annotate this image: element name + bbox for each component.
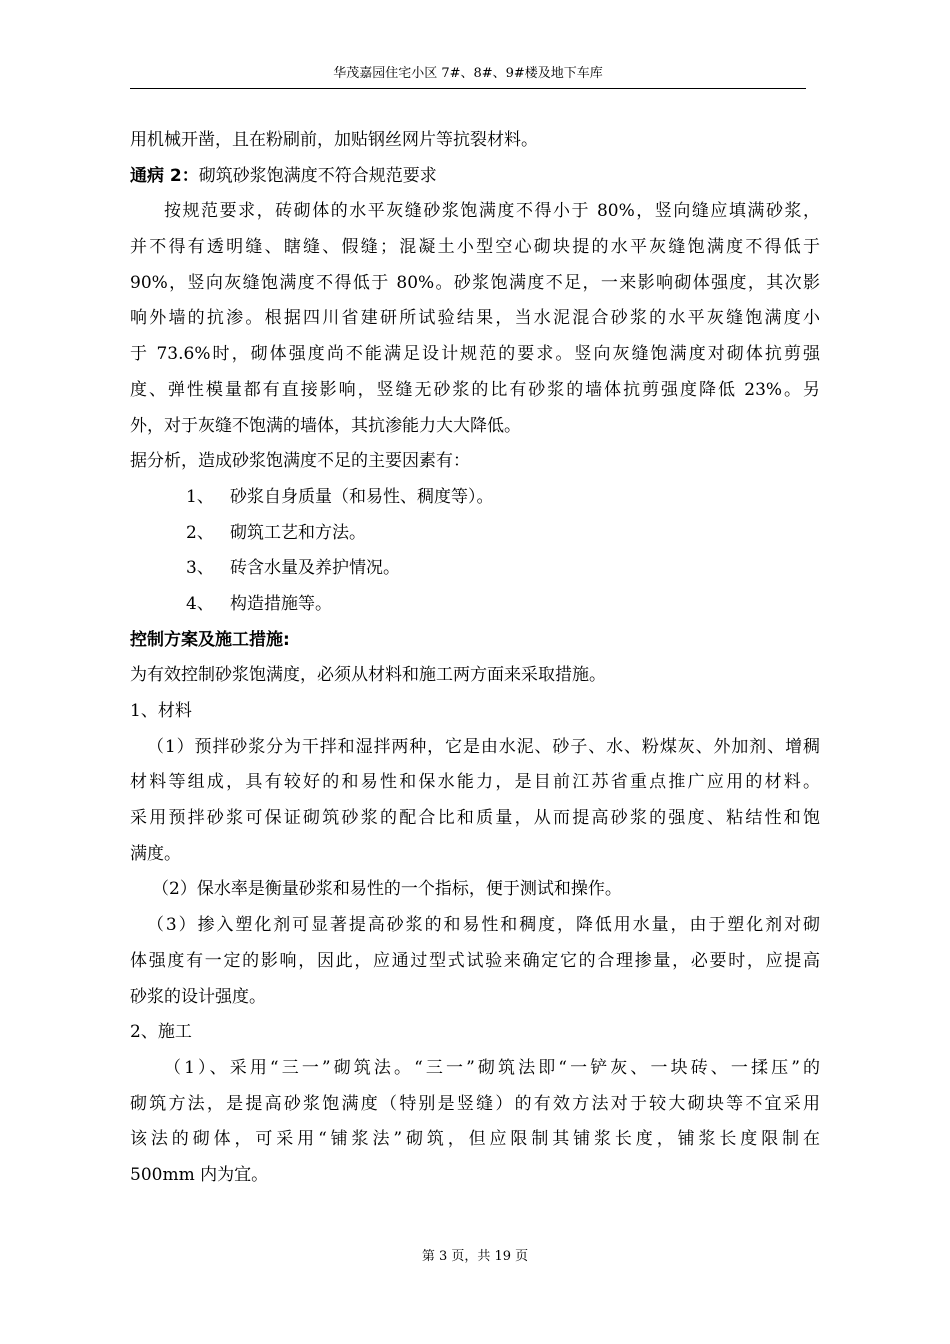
list-text: 砖含水量及养护情况。	[230, 558, 400, 579]
list-text: 砌筑工艺和方法。	[230, 522, 366, 543]
paragraph-line: 砂浆的设计强度。	[130, 986, 266, 1007]
paragraph-line: 并不得有透明缝、瞎缝、假缝；混凝土小型空心砌块提的水平灰缝饱满度不得低于	[130, 237, 820, 258]
paragraph-line: 外，对于灰缝不饱满的墙体，其抗渗能力大大降低。	[130, 415, 521, 436]
document-body	[130, 123, 820, 1194]
materials-heading: 1、材料	[130, 701, 192, 721]
construction-heading: 2、施工	[130, 1022, 192, 1043]
page-footer: 第 3 页，共 19 页	[421, 1249, 529, 1264]
materials-paragraph-1	[130, 730, 820, 873]
analysis-intro: 据分析，造成砂浆饱满度不足的主要因素有：	[130, 451, 470, 472]
paragraph-line: 该法的砌体，可采用“铺浆法”砌筑，但应限制其铺浆长度，铺浆长度限制在	[130, 1129, 820, 1150]
paragraph-line: 按规范要求，砖砌体的水平灰缝砂浆饱满度不得小于 80%，竖向缝应填满砂浆，	[164, 201, 820, 222]
list-item	[130, 480, 820, 516]
paragraph-line: （1）预拌砂浆分为干拌和湿拌两种，它是由水泥、砂子、水、粉煤灰、外加剂、增稠	[147, 736, 820, 757]
paragraph-line: 度、弹性模量都有直接影响，竖缝无砂浆的比有砂浆的墙体抗剪强度降低 23%。另	[130, 379, 820, 400]
list-item	[130, 516, 820, 552]
paragraph-line: 砌筑方法，是提高砂浆饱满度（特别是竖缝）的有效方法对于较大砌块等不宜采用	[130, 1093, 820, 1114]
paragraph-line: 于 73.6%时，砌体强度尚不能满足设计规范的要求。竖向灰缝饱满度对砌体抗剪强	[130, 344, 820, 365]
paragraph-line: 90%，竖向灰缝饱满度不得低于 80%。砂浆饱满度不足，一来影响砌体强度，其次影	[130, 272, 820, 293]
list-item	[130, 587, 820, 623]
paragraph-line: 材料等组成，具有较好的和易性和保水能力，是目前江苏省重点推广应用的材料。	[130, 772, 820, 793]
paragraph-line: （1）、采用“三一”砌筑法。“三一”砌筑法即“一铲灰、一块砖、一揉压”的	[164, 1057, 820, 1078]
factor-list	[130, 480, 820, 623]
list-text: 砂浆自身质量（和易性、稠度等）。	[230, 486, 494, 507]
defect-2-label: 通病 2：	[130, 165, 199, 186]
carry-over-line: 用机械开凿，且在粉刷前，加贴钢丝网片等抗裂材料。	[130, 130, 538, 150]
paragraph-line: （3）掺入塑化剂可显著提高砂浆的和易性和稠度，降低用水量，由于塑化剂对砌	[147, 915, 820, 936]
paragraph-line: 500mm 内为宜。	[130, 1164, 269, 1185]
list-number: 2、	[186, 522, 214, 543]
page-header: 华茂嘉园住宅小区 7#、8#、9#楼及地下车库	[130, 62, 806, 89]
paragraph-line: 体强度有一定的影响，因此，应通过型式试验来确定它的合理掺量，必要时，应提高	[130, 950, 820, 971]
materials-paragraph-3	[130, 908, 820, 1015]
control-intro: 为有效控制砂浆饱满度，必须从材料和施工两方面来采取措施。	[130, 665, 606, 686]
control-heading-text: 控制方案及施工措施:	[130, 629, 290, 650]
paragraph-line: 满度。	[130, 843, 181, 864]
list-text: 构造措施等。	[230, 593, 332, 614]
paragraph-line: 响外墙的抗渗。根据四川省建研所试验结果，当水泥混合砂浆的水平灰缝饱满度小	[130, 308, 820, 329]
paragraph-standards	[130, 194, 820, 444]
construction-paragraph-1	[130, 1051, 820, 1194]
list-number: 4、	[186, 593, 214, 614]
defect-2-title: 砌筑砂浆饱满度不符合规范要求	[198, 165, 437, 186]
defect-2-heading	[130, 159, 820, 195]
control-heading	[130, 623, 820, 659]
list-number: 3、	[186, 558, 214, 579]
list-number: 1、	[186, 486, 214, 507]
paragraph-line: 采用预拌砂浆可保证砌筑砂浆的配合比和质量，从而提高砂浆的强度、粘结性和饱	[130, 808, 820, 829]
materials-paragraph-2: （2）保水率是衡量砂浆和易性的一个指标，便于测试和操作。	[152, 879, 622, 900]
list-item	[130, 551, 820, 587]
